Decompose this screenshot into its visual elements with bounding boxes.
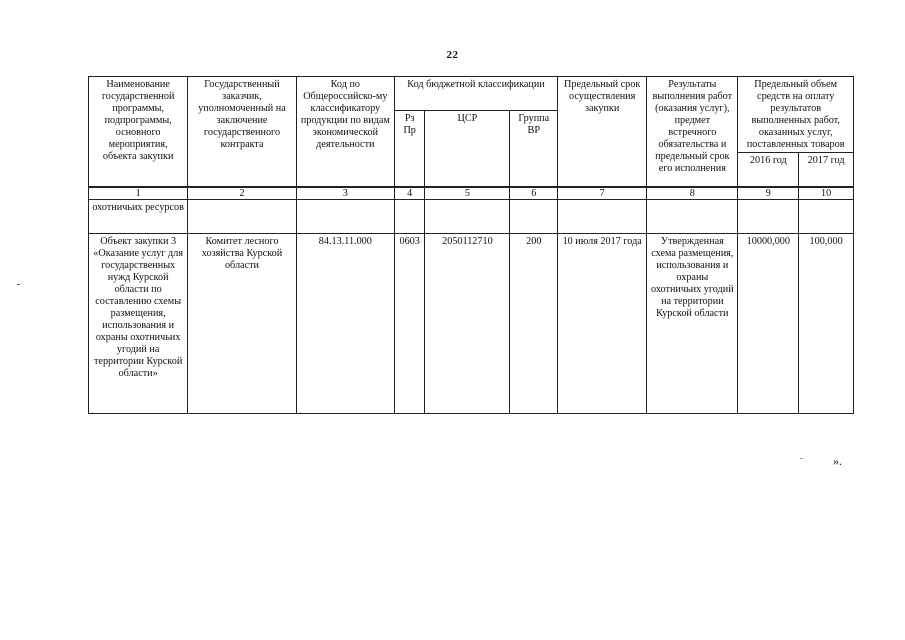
object-okved-code: 84.13.11.000 <box>296 234 394 414</box>
header-customer: Государственный заказчик, уполномоченный на заключение государственного контракта <box>188 77 296 188</box>
empty-cell <box>738 200 799 234</box>
header-program-name: Наименование государственной программы, подпрограммы, основного мероприятия, объекта закупки <box>89 77 188 188</box>
column-numbers-row <box>89 187 854 200</box>
column-number: 7 <box>558 187 647 200</box>
column-number: 2 <box>188 187 296 200</box>
header-budget-classification: Код бюджетной классификации <box>394 77 557 111</box>
header-csr: ЦСР <box>425 111 510 188</box>
column-number: 8 <box>647 187 738 200</box>
header-year-2017: 2017 год <box>799 153 854 188</box>
object-name: Объект закупки 3 «Оказание услуг для государственных нужд Курской области по составлению схемы размещения, использования и охраны охотничьих угодий на территории Курской области» <box>89 234 188 414</box>
column-number: 10 <box>799 187 854 200</box>
empty-cell <box>425 200 510 234</box>
scan-margin-mark <box>17 284 20 285</box>
empty-cell <box>188 200 296 234</box>
object-amount-2017: 100,000 <box>799 234 854 414</box>
column-number: 6 <box>510 187 558 200</box>
object-results: Утвержденная схема размещения, использования и охраны охотничьих угодий на территории Курской области <box>647 234 738 414</box>
continuation-cell: охотничьих ресурсов <box>89 200 188 234</box>
object-amount-2016: 10000,000 <box>738 234 799 414</box>
header-rz-pr: Рз Пр <box>394 111 424 188</box>
object-rz-pr: 0603 <box>394 234 424 414</box>
procurement-object-row <box>89 234 854 414</box>
header-okved-code: Код по Общероссийско-му классификатору продукции по видам экономической деятельности <box>296 77 394 188</box>
procurement-table <box>88 76 854 414</box>
object-deadline: 10 июля 2017 года <box>558 234 647 414</box>
header-row-1 <box>89 77 854 111</box>
column-number: 9 <box>738 187 799 200</box>
column-number: 1 <box>89 187 188 200</box>
empty-cell <box>510 200 558 234</box>
object-csr: 2050112710 <box>425 234 510 414</box>
header-funding-volume: Предельный объем средств на оплату результатов выполненных работ, оказанных услуг, поставленных товаров <box>738 77 854 153</box>
empty-cell <box>799 200 854 234</box>
page-number: 22 <box>446 49 459 61</box>
column-number: 4 <box>394 187 424 200</box>
scan-dot-mark <box>800 458 803 459</box>
empty-cell <box>394 200 424 234</box>
closing-quote-mark: ». <box>833 454 842 468</box>
header-year-2016: 2016 год <box>738 153 799 188</box>
header-deadline: Предельный срок осуществления закупки <box>558 77 647 188</box>
column-number: 3 <box>296 187 394 200</box>
empty-cell <box>296 200 394 234</box>
object-vr-group: 200 <box>510 234 558 414</box>
object-customer: Комитет лесного хозяйства Курской области <box>188 234 296 414</box>
column-number: 5 <box>425 187 510 200</box>
empty-cell <box>647 200 738 234</box>
continuation-row <box>89 200 854 234</box>
header-results: Результаты выполнения работ (оказания услуг), предмет встречного обязательства и предельный срок его исполнения <box>647 77 738 188</box>
header-vr-group: Группа ВР <box>510 111 558 188</box>
empty-cell <box>558 200 647 234</box>
